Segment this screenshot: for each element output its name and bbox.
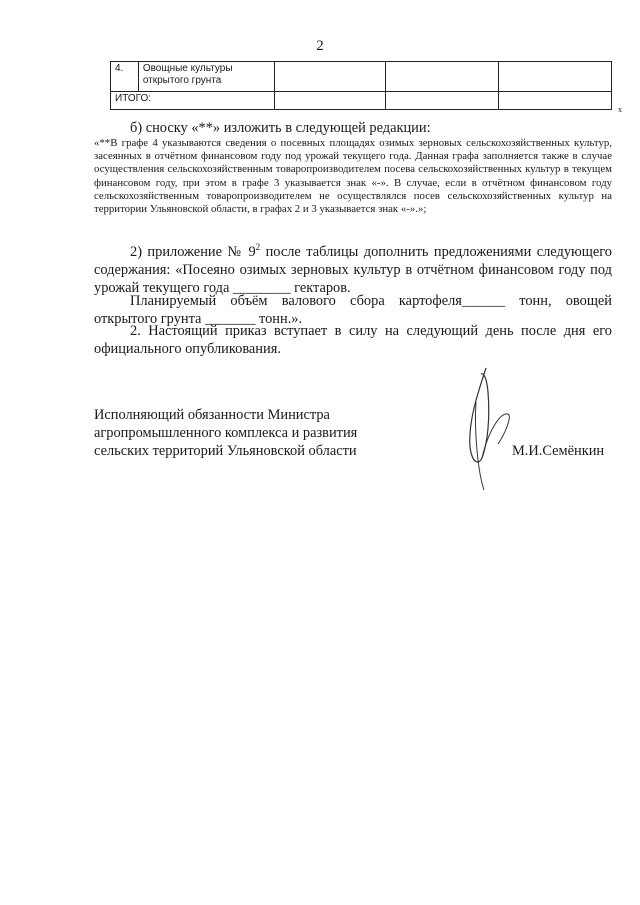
- signatory-position: [94, 406, 357, 460]
- handwritten-signature: [448, 362, 548, 492]
- item-b-heading: б) сноску «**» изложить в следующей редакции:: [130, 120, 431, 136]
- value-cell: [274, 92, 385, 110]
- total-row: [111, 92, 612, 110]
- value-cell: [274, 62, 385, 92]
- table-row: [111, 62, 612, 92]
- row-number-cell: 4.: [111, 62, 139, 92]
- item-2-lead: 2) приложение № 9: [130, 243, 256, 260]
- crops-table: [110, 61, 612, 110]
- value-cell: [386, 92, 498, 110]
- signatory-name: М.И.Семёнкин: [512, 443, 605, 459]
- planned-harvest-paragraph: Планируемый объём валового сбора картофеля______ тонн, овощей открытого грунта _______ тонн.».: [94, 293, 612, 327]
- value-cell: [498, 92, 611, 110]
- crop-name-cell: Овощные культуры открытого грунта: [138, 62, 274, 92]
- item-2-paragraph: [94, 238, 612, 297]
- footnote-text: «**В графе 4 указываются сведения о посевных площадях озимых зерновых сельскохозяйственных культур, засеянных в отчётном финансовом году под урожай текущего года. Данная графа заполняется также в случае осуществления сельскохозяйственным товаропроизводителем посева сельскохозяйственных культур в текущем финансовом году, при этом в графе 3 указывается знак «-». В случае, если в отчётном финансовом году сельскохозяйственным товаропроизводителем не осуществлялся посев сельскохозяйственных культур на территории Ульяновской области, в графах 2 и 3 указывается знак «-».»;: [94, 137, 612, 216]
- point-2-paragraph: 2. Настоящий приказ вступает в силу на следующий день после дня его официального опубликования.: [94, 323, 612, 357]
- position-line: Исполняющий обязанности Министра: [94, 407, 330, 423]
- value-cell: [498, 62, 611, 92]
- side-mark: x: [618, 105, 622, 114]
- item-2-superscript: 2: [255, 242, 261, 252]
- page-number: 2: [316, 38, 324, 54]
- total-label-cell: ИТОГО:: [111, 92, 275, 110]
- position-line: сельских территорий Ульяновской области: [94, 443, 357, 459]
- position-line: агропромышленного комплекса и развития: [94, 425, 358, 441]
- item-2-body: после таблицы дополнить предложениями следующего содержания: «Посеяно озимых зерновых культур в отчётном финансовом году под урожай текущего года ________ гектаров.: [94, 243, 612, 296]
- value-cell: [386, 62, 498, 92]
